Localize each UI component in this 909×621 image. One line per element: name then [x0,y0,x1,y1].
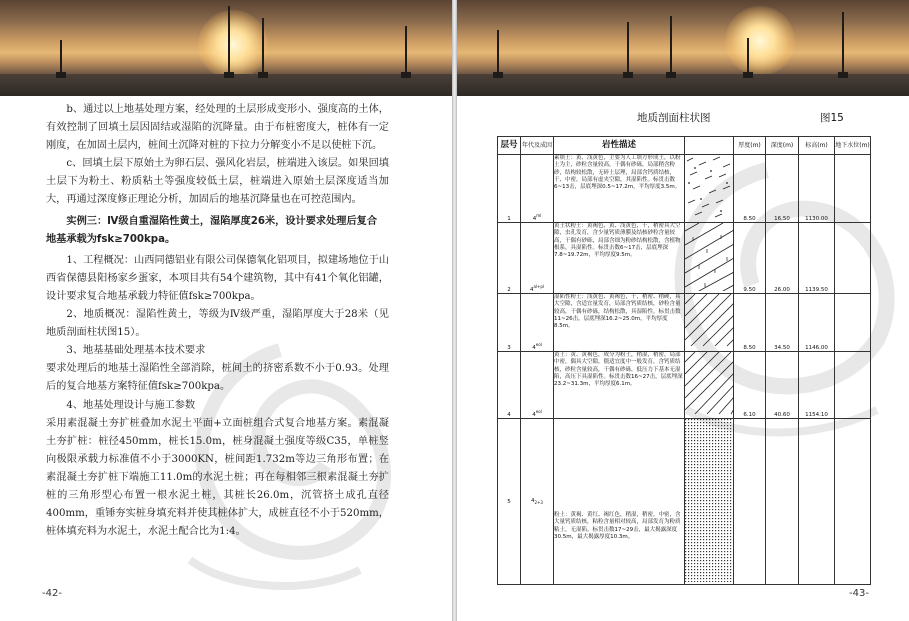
age-superscript: eol [535,342,542,348]
loess-pattern-icon [685,223,734,291]
depth-value: 16.50 [766,155,799,223]
table-row [498,155,871,223]
age-code [521,352,554,419]
item-4-title: 4、地基处理设计与施工参数 [66,399,196,411]
page-number: -42- [42,588,62,599]
pile-rig-icon [60,40,62,78]
thickness-value: 6.10 [734,352,766,419]
elevation-value: 1139.50 [799,223,835,294]
header-banner-image [457,0,909,96]
water-level-value [835,155,871,223]
item-2: 2、地质概况：湿陷性黄土，等级为Ⅳ级严重，湿陷厚度大于28米（见地质剖面柱状图15）。 [46,309,389,339]
depth-value: 26.00 [766,223,799,294]
elevation-value: 1146.00 [799,294,835,352]
header-layer: 层号 [498,137,521,155]
paragraph: b、通过以上地基处理方案，经处理的土层形成变形小、强度高的土体，有效控制了回填土层因固结或湿陷的沉降量。由于布桩密度大，桩体有一定刚度，在加固土层内，桩间土沉降对桩的下拉力分解变小不足以使桩下沉。 [46,104,389,152]
table-row [498,352,871,419]
page-number: -43- [849,588,869,599]
layer-description: 黄土状粉土：黄褐色、黄、浅黄色，干，稍密具大空隙，虫孔发育，含少量钙质薄膜及结核砂粒含量较高，干偶有砂砾，局部含细为粉砂结构松散，含植物根系，具湿陷性。标贯击数6~17击，层底埋深7.8~19.72m，平均厚度9.5m。 [554,223,685,294]
sun-glow [198,10,268,80]
left-page [0,0,452,621]
thickness-value: 9.50 [734,223,766,294]
elevation-value [799,419,835,585]
pile-rig-icon [228,6,230,78]
age-superscript: 2+3 [534,500,543,506]
header-banner-image [0,0,452,96]
age-superscript: eol [535,409,542,415]
geological-column-table [497,136,871,585]
pattern-fill [685,223,734,294]
elevation-value: 1130.00 [799,155,835,223]
water-level-value [835,419,871,585]
pile-rig-icon [747,38,749,78]
thickness-value: 8.50 [734,155,766,223]
age-code [521,155,554,223]
age-value: 4 [532,412,536,418]
age-value: 4 [532,216,537,222]
pattern-fill [685,155,734,223]
layer-description: 黄土：黄、黄褐色，成分为粉土，稍湿，稍密，局部中密，偶具大空隙，僵适宜度中一般发育，含钙质结核，砂粒含量较高，干偶有砂砾，低压力下基本无湿陷，高压下具湿陷性。标贯击数16~27击，层底埋深23.2~31.3m，平均厚度6.1m。 [554,352,685,419]
water-level-value [835,352,871,419]
age-value: 4 [532,345,536,351]
paragraph: c、回填土层下原始土为卵石层、强风化岩层，桩端进入该层。如果回填土层下为粉土、粉质粘土等强度较低土层，桩端进入原始土层深度适当加大，再通过深度修正理论分析，加固后的地基沉降量也在可控范围内。 [46,158,389,206]
header-age: 年代及成因 [521,137,554,155]
case-heading-cont: 地基承载为fsk≥700kpa。 [46,233,176,245]
age-value: 4 [531,497,535,504]
design-text: 采用素混凝土夯扩桩叠加水泥土平面+立面桩组合式复合地基方案。素混凝土夯扩桩：桩径450mm，桩长15.0m，桩身混凝土强度等级C35，单桩竖向极限承载力标准值不小于3000KN，桩间距1.732m等边三角形布置；在素混凝土夯扩桩下端施工11.0m的水泥土桩；再在每相邻三根素混凝土夯扩桩的三角形型心布置一根水泥土桩，其桩长26.0m，沉管挤土成孔直径400mm，重锤夯实桩身填充料并使其桩体扩大，成桩直径不小于520mm，桩体填充料为水泥土，水泥土配合比为1:4。 [46,417,389,538]
dotted-silt-pattern-icon [685,419,734,582]
layer-description: 粉土：黄褐、黄红、褐红色，稍湿，稍密，中密，含大量钙质结核，粘粒含量相对较高，局部发育为粉质粘土，无湿陷。标贯击数17~29击，最大揭露深度30.5m，最大揭露厚度10.3m。 [554,419,685,585]
pile-rig-icon [262,18,264,78]
thickness-value [734,419,766,585]
body-text [46,101,389,541]
thickness-value: 8.50 [734,294,766,352]
table-row [498,223,871,294]
layer-number: 3 [498,294,521,352]
table-header-row [498,137,871,155]
elevation-value: 1154.10 [799,352,835,419]
header-elevation: 标高(m) [799,137,835,155]
table-row [498,419,871,585]
silt-pattern-icon [685,352,734,416]
layer-number: 4 [498,352,521,419]
age-superscript: ml [536,213,542,219]
layer-description: 湿陷性粉土：浅黄色、黄褐色，干，稍密、稍硬，具大空隙，含适宜量发育，局部含钙质结核，砂粒含量较高，干偶有砂砾，结构松散，具湿陷性。标贯击数11~26击，层底埋深16.2~25.0m，平均厚度8.5m。 [554,294,685,352]
depth-value [766,419,799,585]
right-page [457,0,909,621]
table-row [498,294,871,352]
layer-number: 5 [498,419,521,585]
pile-rig-icon [627,22,629,78]
age-value: 4 [529,287,534,293]
pattern-fill [685,352,734,419]
item-1: 1、工程概况：山西同德铝业有限公司保德氧化铝项目，拟建场地位于山西省保德县阳杨家乡蛋家，本项目共有54个建筑物，其中有41个氧化铝罐，设计要求复合地基承载力特征值fsk≥700kpa。 [46,254,389,302]
fill-soil-pattern-icon [685,155,734,220]
age-superscript: al+pl [533,284,545,290]
figure-label: 图15 [820,112,844,124]
depth-value: 34.50 [766,294,799,352]
header-desc: 岩性描述 [554,137,685,155]
layer-number: 2 [498,223,521,294]
layer-number: 1 [498,155,521,223]
pile-rig-icon [405,26,407,78]
silt-pattern-icon [685,294,734,349]
pattern-fill [685,294,734,352]
pile-rig-icon [842,12,844,78]
water-level-value [835,223,871,294]
chart-title: 地质剖面柱状图 [637,112,711,124]
requirement-text: 要求处理后的地基土湿陷性全部消除，桩间土的挤密系数不小于0.93。处理后的复合地基方案特征值fsk≥700kpa。 [46,363,389,393]
water-level-value [835,294,871,352]
header-water: 地下水位(m) [835,137,871,155]
header-pattern [685,137,734,155]
header-depth: 深度(m) [766,137,799,155]
depth-value: 40.60 [766,352,799,419]
layer-description: 素填土：黄、浅黄色，主要为人工填方形成土，以粉土为主，砂粒含量较高，干偶有砂砾，局部稍含粉砂，结构较松散，无碎土层理，局部含钙质结核，干、中密，局部有虚夹空隙，其湿陷性。标贯击数6~13击，层底埋深0.5~17.2m，平均厚度3.5m。 [554,155,685,223]
pile-rig-icon [497,30,499,78]
pile-rig-icon [670,16,672,78]
age-code [521,294,554,352]
header-thickness: 厚度(m) [734,137,766,155]
age-code [521,223,554,294]
sun-glow [725,6,795,76]
pattern-fill [685,419,734,585]
case-heading: 实例三：Ⅳ级自重湿陷性黄土，湿陷厚度26米，设计要求处理后复合 [66,215,378,227]
age-code [521,419,554,585]
item-3: 3、地基基础处理基本技术要求 [66,345,206,357]
